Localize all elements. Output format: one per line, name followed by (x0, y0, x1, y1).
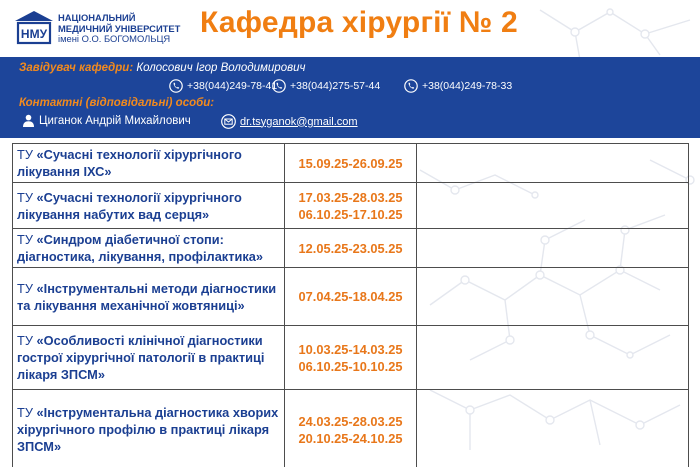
head-name: Колосович Ігор Володимирович (136, 62, 306, 74)
phone-2[interactable] (272, 79, 380, 93)
phone-icon (169, 79, 183, 93)
table-row (13, 144, 689, 183)
empty-cell (417, 268, 689, 326)
page-title: Кафедра хірургії № 2 (200, 6, 518, 39)
head-label: Завідувач кафедри: (19, 62, 134, 74)
email-link[interactable]: dr.tsyganok@gmail.com (240, 115, 358, 128)
table-row (13, 183, 689, 229)
course-title-cell: ТУ «Особливості клінічної діагностики гострої хірургічної патології в практиці лікаря ЗПСМ» (13, 326, 285, 390)
empty-cell (417, 144, 689, 183)
phone-number: +38(044)249-78-33 (422, 80, 513, 92)
phone-icon (404, 79, 418, 93)
courses-table (12, 143, 689, 467)
contact-band (0, 57, 700, 138)
contact-email[interactable] (221, 114, 358, 129)
course-title-cell: ТУ «Інструментальні методи діагностики та лікування механічної жовтяниці» (13, 268, 285, 326)
head-row (19, 62, 305, 74)
contact-person (22, 114, 191, 127)
contact-person-name: Циганок Андрій Михайлович (39, 114, 191, 127)
university-name-line2: МЕДИЧНИЙ УНІВЕРСИТЕТ (58, 22, 181, 34)
empty-cell (417, 326, 689, 390)
empty-cell (417, 229, 689, 268)
phone-number: +38(044)275-57-44 (290, 80, 381, 92)
table-row (13, 390, 689, 467)
phone-number: +38(044)249-78-41 (187, 80, 278, 92)
university-name-line1: НАЦІОНАЛЬНИЙ (58, 12, 136, 23)
phone-icon (272, 79, 286, 93)
person-icon (22, 114, 35, 127)
courses-table-wrap (12, 143, 688, 467)
course-dates-cell: 12.05.25-23.05.25 (285, 229, 417, 268)
phone-1[interactable] (169, 79, 277, 93)
university-name-line3: імені О.О. БОГОМОЛЬЦЯ (58, 33, 171, 45)
course-title-cell: ТУ «Сучасні технології хірургічного лікування ІХС» (13, 144, 285, 183)
course-dates-cell: 17.03.25-28.03.25 06.10.25-17.10.25 (285, 183, 417, 229)
course-dates-cell: 24.03.25-28.03.25 20.10.25-24.10.25 (285, 390, 417, 467)
course-title-cell: ТУ «Сучасні технології хірургічного лікування набутих вад серця» (13, 183, 285, 229)
course-title-cell: ТУ «Інструментальна діагностика хворих хірургічного профілю в практиці лікаря ЗПСМ» (13, 390, 285, 467)
course-dates-cell: 15.09.25-26.09.25 (285, 144, 417, 183)
course-dates-cell: 07.04.25-18.04.25 (285, 268, 417, 326)
empty-cell (417, 183, 689, 229)
phone-3[interactable] (404, 79, 512, 93)
contacts-label: Контактні (відповідальні) особи: (19, 97, 215, 109)
email-icon (221, 114, 236, 129)
table-row (13, 268, 689, 326)
course-title-cell: ТУ «Синдром діабетичної стопи: діагностика, лікування, профілактика» (13, 229, 285, 268)
table-row (13, 229, 689, 268)
table-row (13, 326, 689, 390)
contacts-row (19, 97, 214, 109)
empty-cell (417, 390, 689, 467)
university-name (58, 13, 208, 45)
page-header (0, 0, 700, 57)
svg-text:НМУ: НМУ (20, 27, 48, 41)
course-dates-cell: 10.03.25-14.03.25 06.10.25-10.10.25 (285, 326, 417, 390)
university-logo-icon (14, 10, 54, 46)
